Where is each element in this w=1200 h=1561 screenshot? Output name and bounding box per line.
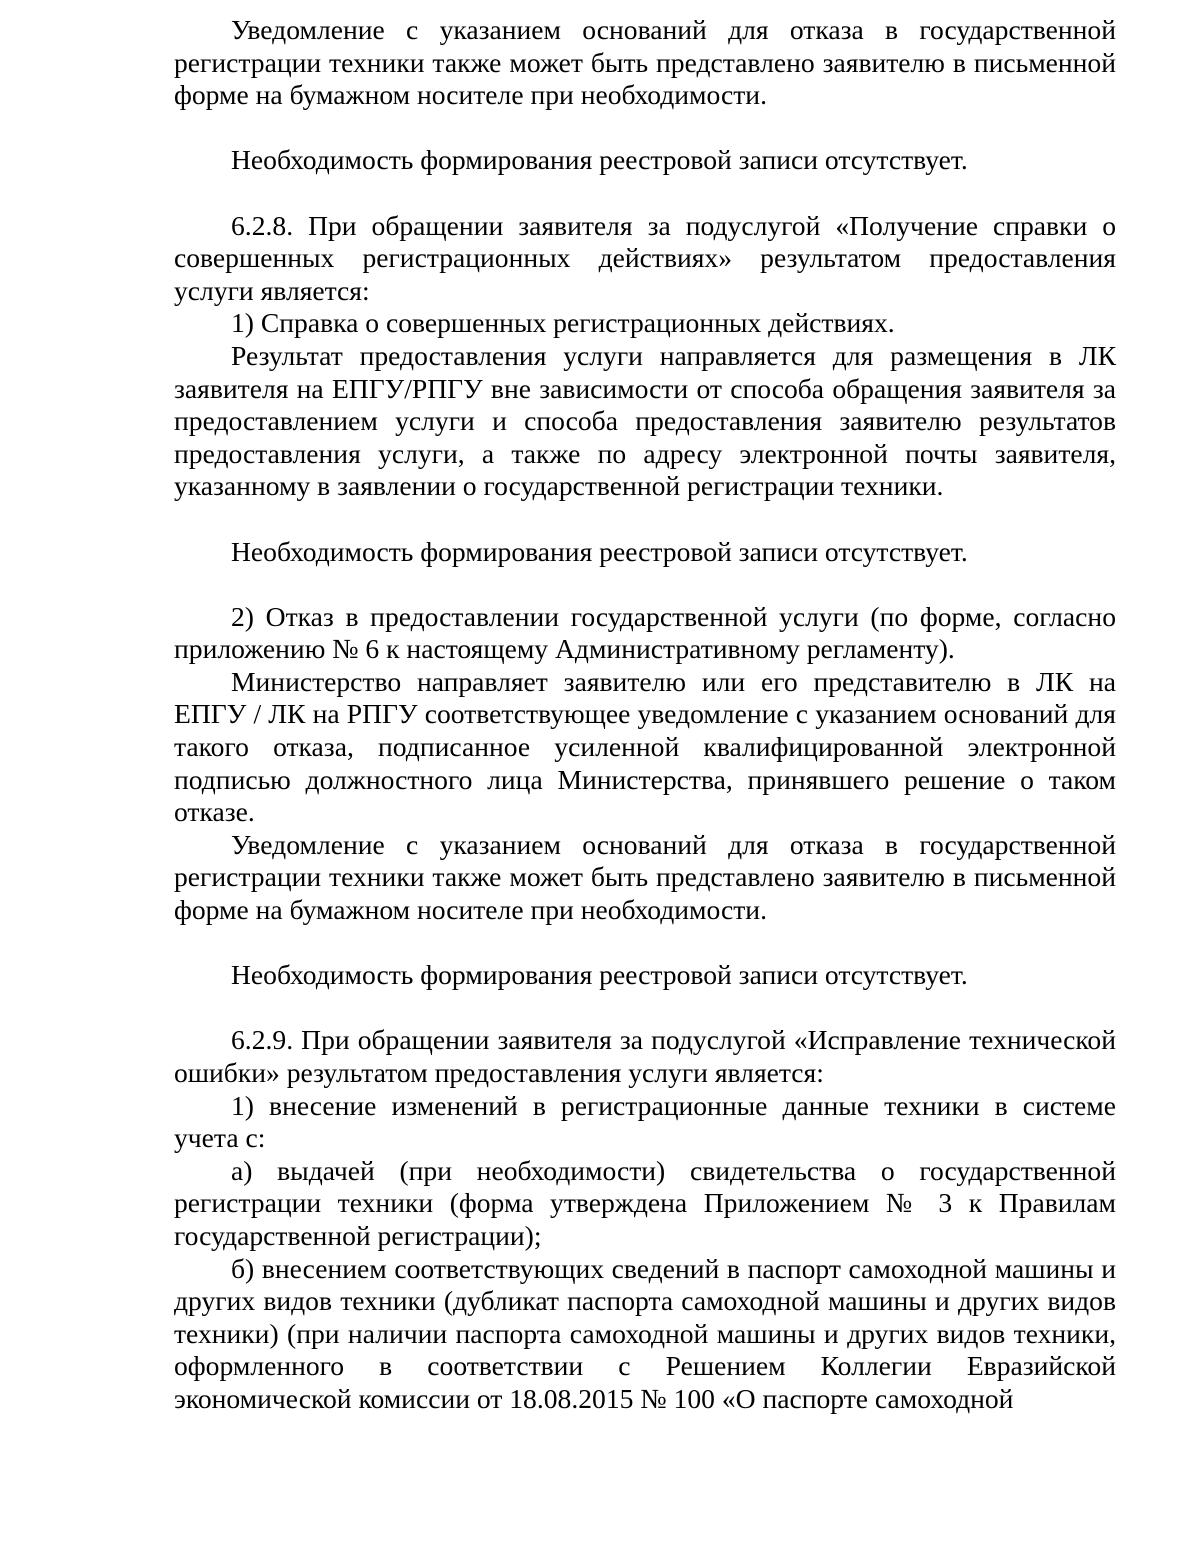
result-delivery-paragraph: Результат предоставления услуги направляется для размещения в ЛК заявителя на ЕПГУ/РПГУ вне зависимости от способа обращения заявителя за предоставлением услуги и способа предоставления заявителю результатов предоставления услуги, а также по адресу электронной почты заявителя, указанному в заявлении о государственной регистрации техники. bbox=[174, 339, 1116, 502]
notice-paragraph: Уведомление с указанием оснований для отказа в государственной регистрации техники также может быть представлено заявителю в письменной форме на бумажном носителе при необходимости. bbox=[174, 14, 1116, 111]
list-item-certificate: 1) Справка о совершенных регистрационных действиях. bbox=[231, 307, 895, 339]
section-6-2-9-heading: 6.2.9. При обращении заявителя за подуслугой «Исправление технической ошибки» результатом предоставления услуги является: bbox=[174, 1024, 1116, 1088]
list-item-b: б) внесением соответствующих сведений в паспорт самоходной машины и других видов техники (дубликат паспорта самоходной машины и других видов техники) (при наличии паспорта самоходной машины и других видов техники, оформленного в соответствии с Решением Коллегии Евразийской экономической комиссии от 18.08.2015 № 100 «О паспорте самоходной bbox=[174, 1252, 1116, 1414]
list-item-refusal: 2) Отказ в предоставлении государственной услуги (по форме, согласно приложению № 6 к настоящему Административному регламенту). bbox=[174, 600, 1116, 665]
document-page bbox=[174, 14, 1116, 1416]
ministry-notice-paragraph: Министерство направляет заявителю или его представителю в ЛК на ЕПГУ / ЛК на РПГУ соответствующее уведомление с указанием оснований для такого отказа, подписанное усиленной квалифицированной электронной подписью должностного лица Министерства, принявшего решение о таком отказе. bbox=[174, 665, 1116, 828]
registry-note: Необходимость формирования реестровой записи отсутствует. bbox=[231, 535, 968, 567]
notice-paragraph: Уведомление с указанием оснований для отказа в государственной регистрации техники также может быть представлено заявителю в письменной форме на бумажном носителе при необходимости. bbox=[174, 828, 1116, 926]
registry-note: Необходимость формирования реестровой записи отсутствует. bbox=[231, 959, 968, 991]
list-item-a: а) выдачей (при необходимости) свидетельства о государственной регистрации техники (форма утверждена Приложением № 3 к Правилам государственной регистрации); bbox=[174, 1154, 1116, 1251]
paragraph-gap bbox=[174, 927, 1116, 960]
paragraph-gap bbox=[174, 177, 1116, 210]
list-item-changes: 1) внесение изменений в регистрационные данные техники в системе учета с: bbox=[174, 1089, 1116, 1154]
paragraph-gap bbox=[174, 503, 1116, 536]
paragraph-gap bbox=[174, 568, 1116, 601]
paragraph-gap bbox=[174, 112, 1116, 145]
registry-note: Необходимость формирования реестровой записи отсутствует. bbox=[231, 144, 968, 176]
paragraph-gap bbox=[174, 992, 1116, 1025]
section-6-2-8-heading: 6.2.8. При обращении заявителя за подуслугой «Получение справки о совершенных регистрационных действиях» результатом предоставления услуги является: bbox=[174, 209, 1116, 306]
